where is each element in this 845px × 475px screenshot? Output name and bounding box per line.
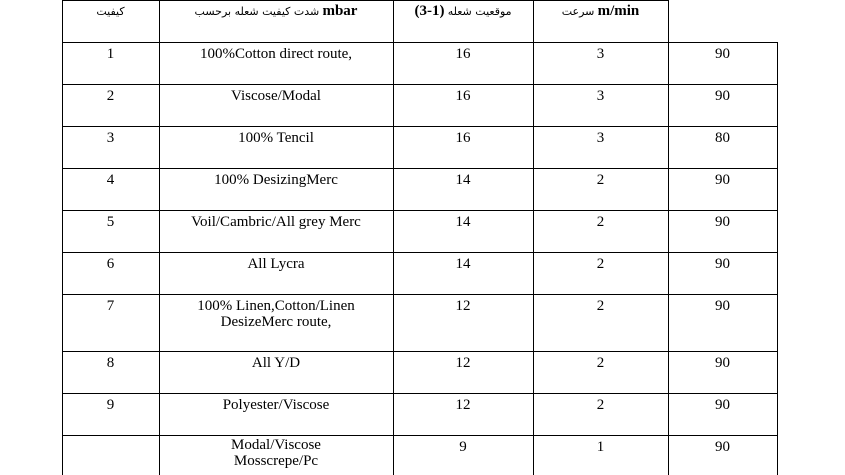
row-1-description: 100%Cotton direct route, (199, 46, 353, 62)
row-4-number: 4 (106, 172, 115, 188)
table-line (62, 0, 668, 1)
row-1-number: 1 (106, 46, 115, 62)
row-5-speed: 90 (715, 214, 730, 230)
row-4-speed: 90 (715, 172, 730, 188)
row-2-intensity: 16 (455, 88, 471, 104)
row-1-speed: 90 (715, 46, 730, 62)
row-2-description: Viscose/Modal (231, 88, 321, 104)
header-position-range: (1-3) (414, 3, 445, 19)
row-8-number: 8 (106, 355, 115, 371)
header-intensity (159, 3, 393, 20)
table-line (62, 126, 777, 127)
row-4-position: 2 (596, 172, 605, 188)
row-4-description: 100% DesizingMerc (214, 172, 338, 188)
row-10-speed: 90 (715, 439, 730, 455)
table-line (62, 435, 777, 436)
row-8-position: 2 (596, 355, 605, 371)
header-position (393, 3, 533, 20)
row-10-intensity: 9 (459, 439, 467, 455)
row-2-number: 2 (106, 88, 115, 104)
table-line (62, 294, 777, 295)
row-9-intensity: 12 (455, 397, 471, 413)
header-quality (62, 3, 159, 20)
row-7-speed: 90 (715, 298, 730, 314)
row-1-intensity: 16 (455, 46, 471, 62)
table-line (62, 252, 777, 253)
header-speed-unit: m/min (597, 3, 640, 19)
row-5-position: 2 (596, 214, 605, 230)
row-3-speed: 80 (715, 130, 730, 146)
row-6-description: All Lycra (247, 256, 305, 272)
row-2-position: 3 (596, 88, 605, 104)
row-5-number: 5 (106, 214, 115, 230)
header-intensity-unit: mbar (322, 3, 358, 19)
row-6-speed: 90 (715, 256, 730, 272)
row-7-description: 100% Linen,Cotton/Linen DesizeMerc route, (197, 298, 355, 330)
row-1-position: 3 (596, 46, 605, 62)
row-6-intensity: 14 (455, 256, 471, 272)
row-6-position: 2 (596, 256, 605, 272)
row-6-number: 6 (106, 256, 115, 272)
row-7-intensity: 12 (455, 298, 471, 314)
row-10-position: 1 (596, 439, 605, 455)
row-9-position: 2 (596, 397, 605, 413)
table-line (62, 84, 777, 85)
table-line (62, 393, 777, 394)
row-9-description: Polyester/Viscose (222, 397, 330, 413)
row-5-intensity: 14 (455, 214, 471, 230)
row-3-intensity: 16 (455, 130, 471, 146)
header-speed (533, 3, 668, 20)
header-speed-fa: سرعت (561, 5, 595, 18)
row-2-speed: 90 (715, 88, 730, 104)
table-line (62, 210, 777, 211)
header-intensity-fa: شدت کیفیت شعله برحسب (194, 5, 320, 18)
header-position-fa: موقعیت شعله (447, 5, 512, 18)
row-8-description: All Y/D (251, 355, 301, 371)
row-10-description: Modal/Viscose Mosscrepe/Pc (231, 437, 321, 469)
row-8-intensity: 12 (455, 355, 471, 371)
row-7-number: 7 (106, 298, 115, 314)
row-9-speed: 90 (715, 397, 730, 413)
table-line (62, 351, 777, 352)
row-4-intensity: 14 (455, 172, 471, 188)
row-8-speed: 90 (715, 355, 730, 371)
row-3-number: 3 (106, 130, 115, 146)
row-9-number: 9 (106, 397, 115, 413)
table-line (777, 42, 778, 475)
row-5-description: Voil/Cambric/All grey Merc (191, 214, 361, 230)
table-line (62, 42, 777, 43)
row-3-description: 100% Tencil (238, 130, 314, 146)
row-3-position: 3 (596, 130, 605, 146)
header-quality-label: کیفیت (96, 5, 125, 18)
row-7-position: 2 (596, 298, 605, 314)
table-line (62, 168, 777, 169)
